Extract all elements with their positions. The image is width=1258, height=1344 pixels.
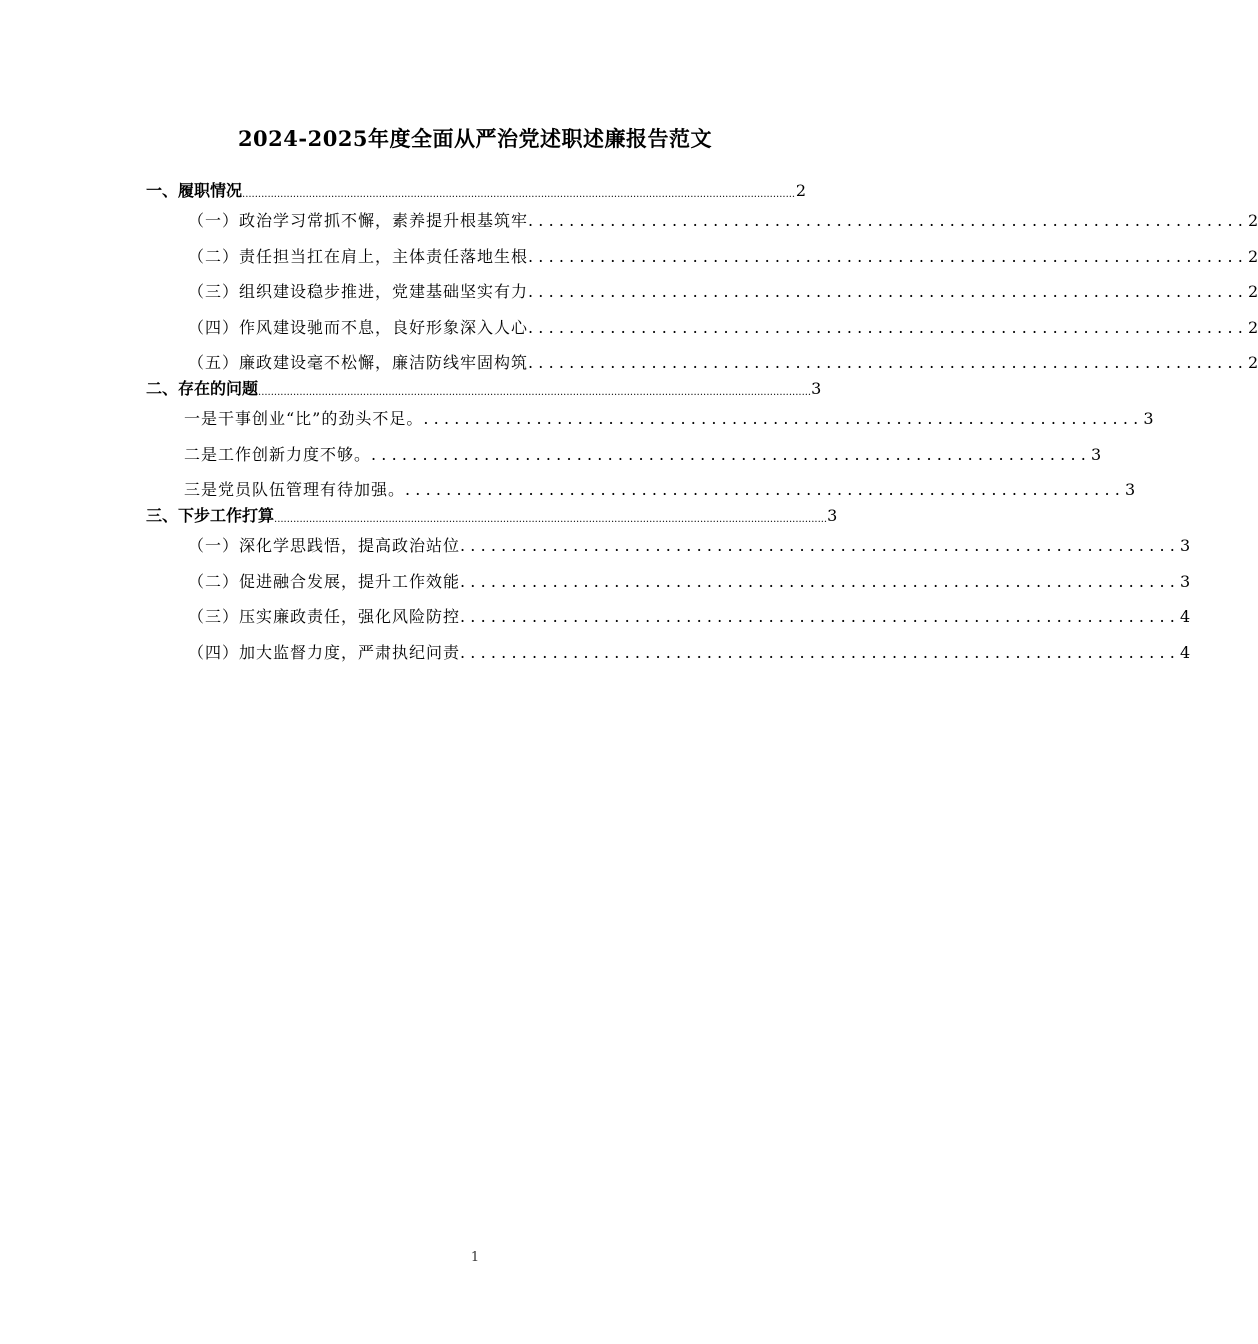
toc-leader: ...................................................................... <box>528 282 1249 301</box>
toc-item[interactable] <box>146 270 1258 306</box>
toc-page-number: 2 <box>795 181 806 200</box>
toc-page-number: 3 <box>1180 571 1191 591</box>
toc-leader: ...................................................................... <box>423 409 1144 428</box>
toc-item[interactable] <box>146 341 1258 377</box>
toc-item-label: （二）责任担当扛在肩上，主体责任落地生根 <box>188 246 529 266</box>
toc-leader: .............................................................................................................................................................................. <box>258 387 812 398</box>
toc-section-label: 二、存在的问题 <box>146 379 259 398</box>
toc-item-label: 二是工作创新力度不够。 <box>184 444 372 464</box>
toc-section-3[interactable] <box>146 503 838 529</box>
toc-page-number: 2 <box>1248 211 1258 230</box>
toc-item[interactable] <box>146 234 1258 270</box>
toc-item-label: （二）促进融合发展，提升工作效能 <box>188 571 461 591</box>
toc-item-label: （四）加大监督力度，严肃执纪问责 <box>188 642 461 662</box>
document-title: 2024-2025年度全面从严治党述职述廉报告范文 <box>237 126 713 151</box>
toc-leader: ...................................................................... <box>460 536 1181 555</box>
toc-leader: ...................................................................... <box>460 642 1181 662</box>
toc-item-label: （五）廉政建设毫不松懈，廉洁防线牢固构筑 <box>188 353 529 372</box>
toc-item[interactable] <box>146 204 1258 234</box>
toc-leader: ...................................................................... <box>460 607 1181 626</box>
toc-page-number: 2 <box>1248 317 1258 337</box>
toc-leader: .............................................................................................................................................................................. <box>242 189 796 200</box>
toc-page-number: 3 <box>827 506 838 525</box>
toc-item-label: （四）作风建设驰而不息，良好形象深入人心 <box>188 317 529 337</box>
toc-leader: ...................................................................... <box>460 571 1181 591</box>
toc-section-label: 一、履职情况 <box>146 181 243 200</box>
page-number: 1 <box>470 1250 480 1265</box>
toc-item[interactable] <box>146 432 1102 468</box>
toc-page-number: 2 <box>1248 353 1258 372</box>
toc-leader: ...................................................................... <box>528 211 1249 230</box>
toc-item[interactable] <box>146 529 1191 559</box>
toc-leader: .............................................................................................................................................................................. <box>274 514 828 525</box>
toc-item-label: （三）组织建设稳步推进，党建基础坚实有力 <box>188 282 529 301</box>
toc-leader: ...................................................................... <box>371 444 1092 464</box>
toc-leader: ...................................................................... <box>528 246 1249 266</box>
toc-page-number: 4 <box>1180 642 1191 662</box>
toc-item[interactable] <box>146 630 1191 666</box>
toc-page-number: 3 <box>1125 480 1136 499</box>
toc-section-1[interactable] <box>146 178 806 204</box>
toc-section-label: 三、下步工作打算 <box>146 506 275 525</box>
toc-page-number: 2 <box>1248 282 1258 301</box>
toc-page-number: 4 <box>1180 607 1191 626</box>
toc-section-2[interactable] <box>146 376 822 402</box>
toc-item-label: 一是干事创业“比”的劲头不足。 <box>184 409 424 428</box>
toc-item[interactable] <box>146 559 1191 595</box>
toc-item[interactable] <box>146 468 1136 504</box>
toc-page-number: 3 <box>811 379 822 398</box>
toc-item[interactable] <box>146 595 1191 631</box>
toc-page-number: 3 <box>1143 409 1154 428</box>
toc-leader: ...................................................................... <box>528 353 1249 372</box>
toc-leader: ...................................................................... <box>528 317 1249 337</box>
toc-page-number: 3 <box>1180 536 1191 555</box>
toc-item[interactable] <box>146 402 1154 432</box>
table-of-contents <box>146 178 1258 666</box>
toc-page-number: 2 <box>1248 246 1258 266</box>
toc-item-label: （三）压实廉政责任，强化风险防控 <box>188 607 461 626</box>
toc-item-label: 三是党员队伍管理有待加强。 <box>184 480 406 499</box>
toc-item[interactable] <box>146 305 1258 341</box>
toc-leader: ...................................................................... <box>405 480 1126 499</box>
toc-item-label: （一）深化学思践悟，提高政治站位 <box>188 536 461 555</box>
toc-item-label: （一）政治学习常抓不懈，素养提升根基筑牢 <box>188 211 529 230</box>
toc-page-number: 3 <box>1091 444 1102 464</box>
